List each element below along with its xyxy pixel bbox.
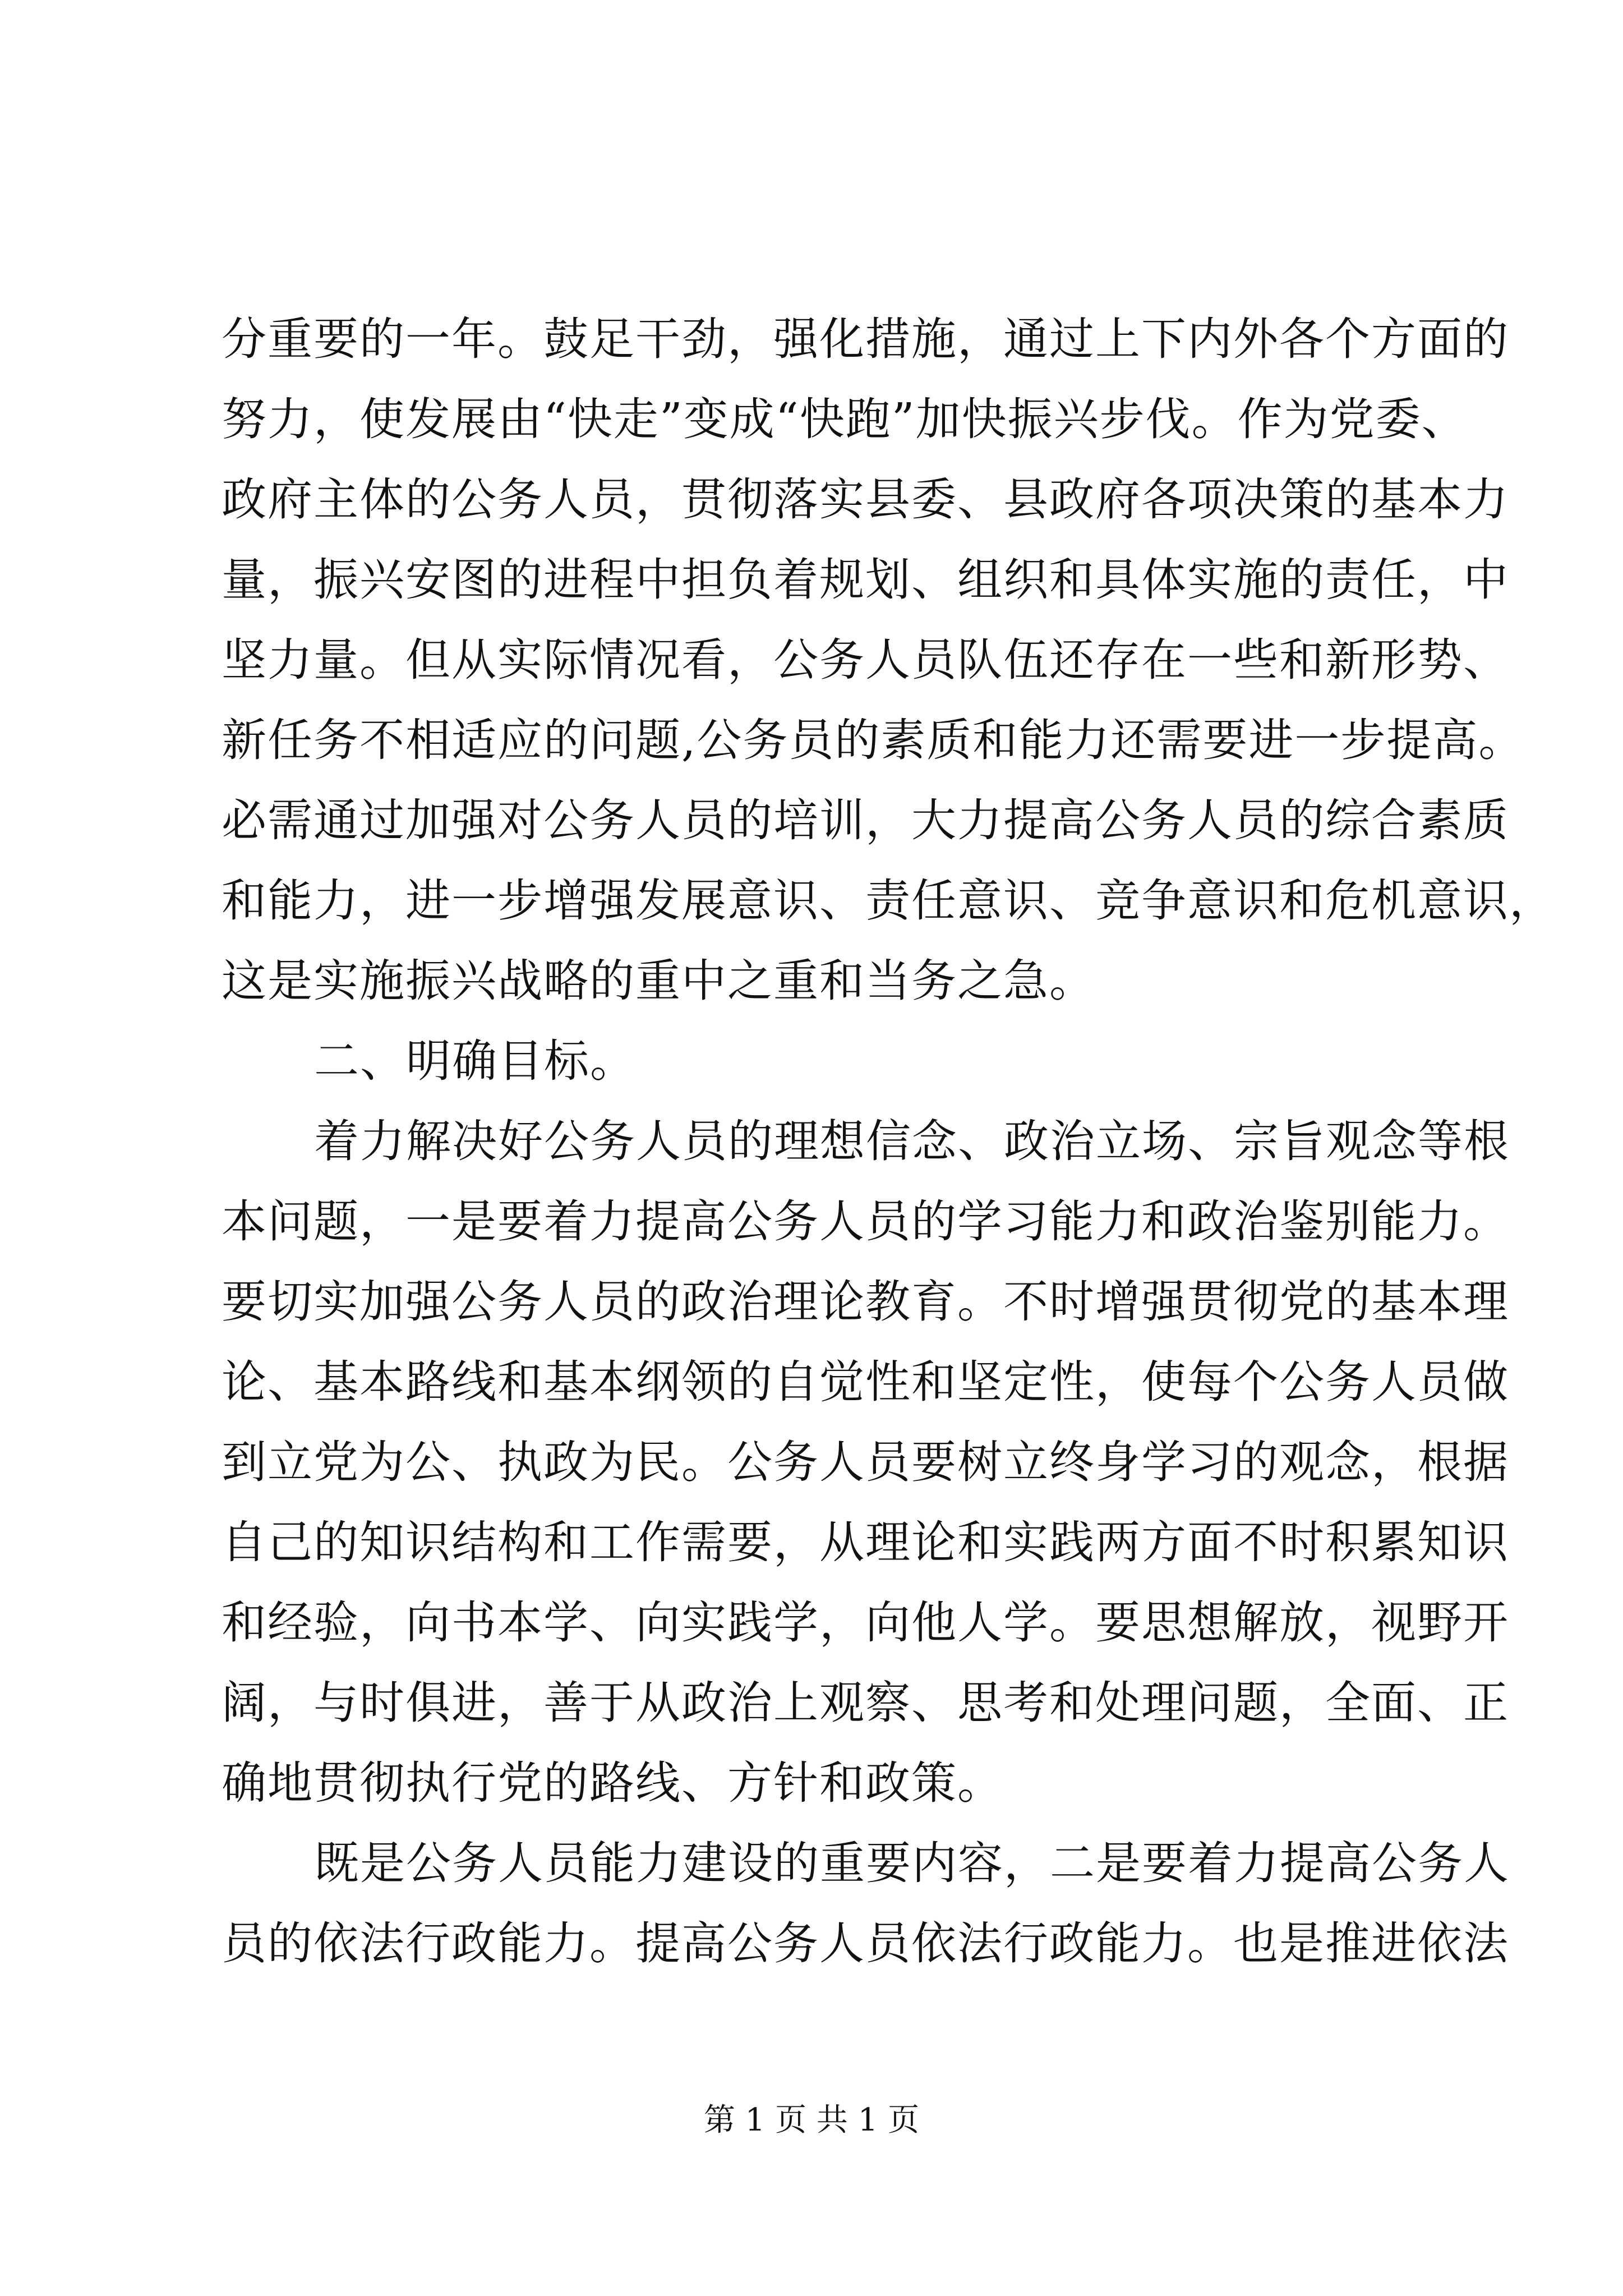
text-line: 本问题，一是要着力提高公务人员的学习能力和政治鉴别能力。 xyxy=(222,1195,1509,1248)
text-line: 员的依法行政能力。提高公务人员依法行政能力。也是推进依法 xyxy=(222,1917,1509,1970)
text-line: 政府主体的公务人员，贯彻落实县委、县政府各项决策的基本力 xyxy=(222,473,1509,526)
text-line: 到立党为公、执政为民。公务人员要树立终身学习的观念，根据 xyxy=(222,1436,1509,1488)
text-line: 和经验，向书本学、向实践学，向他人学。要思想解放，视野开 xyxy=(222,1596,1509,1649)
text-line: 努力，使发展由“快走”变成“快跑”加快振兴步伐。作为党委、 xyxy=(222,393,1468,445)
text-line: 论、基本路线和基本纲领的自觉性和坚定性，使每个公务人员做 xyxy=(222,1356,1509,1408)
text-line: 阔，与时俱进，善于从政治上观察、思考和处理问题，全面、正 xyxy=(222,1677,1509,1729)
text-line: 着力解决好公务人员的理想信念、政治立场、宗旨观念等根 xyxy=(314,1115,1510,1167)
text-line: 自己的知识结构和工作需要，从理论和实践两方面不时积累知识 xyxy=(222,1516,1509,1568)
page-number-footer: 第 1 页 共 1 页 xyxy=(703,2102,920,2138)
text-line: 坚力量。但从实际情况看，公务人员队伍还存在一些和新形势、 xyxy=(222,634,1509,686)
text-line: 和能力，进一步增强发展意识、责任意识、竞争意识和危机意识， xyxy=(222,875,1555,927)
text-line: 既是公务人员能力建设的重要内容，二是要着力提高公务人 xyxy=(314,1837,1510,1889)
text-line: 新任务不相适应的问题,公务员的素质和能力还需要进一步提高。 xyxy=(222,714,1525,766)
text-line: 这是实施振兴战略的重中之重和当务之急。 xyxy=(222,955,1095,1007)
text-line: 量，振兴安图的进程中担负着规划、组织和具体实施的责任，中 xyxy=(222,554,1509,606)
text-line: 确地贯彻执行党的路线、方针和政策。 xyxy=(222,1757,1003,1809)
text-line: 必需通过加强对公务人员的培训，大力提高公务人员的综合素质 xyxy=(222,794,1509,846)
text-line: 分重要的一年。鼓足干劲，强化措施，通过上下内外各个方面的 xyxy=(222,313,1509,365)
body-text xyxy=(222,300,1555,1985)
text-line: 要切实加强公务人员的政治理论教育。不时增强贯彻党的基本理 xyxy=(222,1276,1509,1328)
section-heading: 二、明确目标。 xyxy=(314,1035,636,1087)
